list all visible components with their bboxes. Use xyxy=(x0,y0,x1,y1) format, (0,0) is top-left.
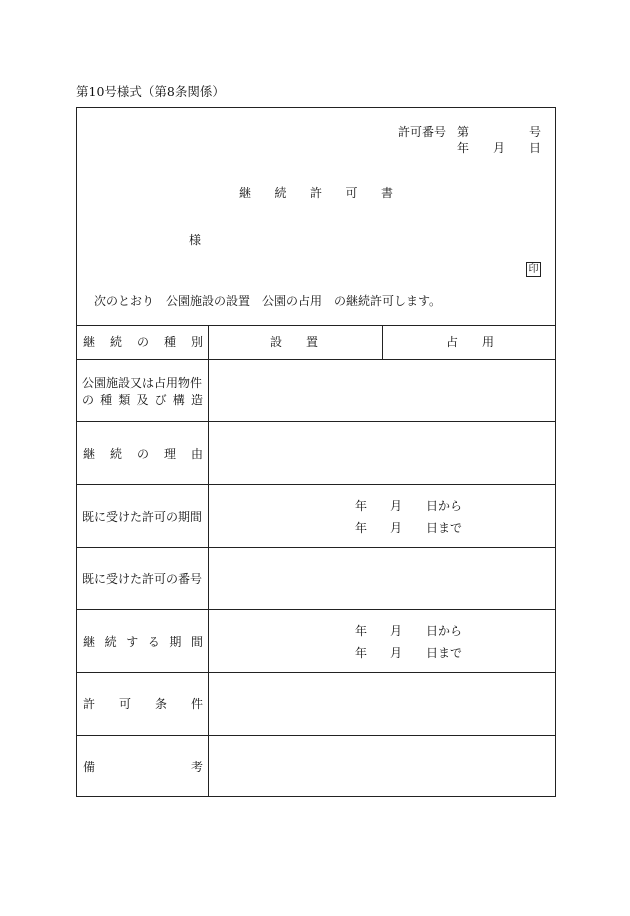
form-label: 第10号様式（第8条関係） xyxy=(76,84,225,99)
label-char: 継 xyxy=(83,447,96,461)
continuation-to-year: 年 xyxy=(355,646,368,660)
label-char: 類 xyxy=(118,393,131,407)
table-divider xyxy=(76,672,556,673)
label-char: 設 xyxy=(270,335,283,349)
label-char: 続 xyxy=(104,635,117,649)
table-divider xyxy=(76,421,556,422)
option-occupancy xyxy=(446,335,494,349)
title-char: 書 xyxy=(380,186,393,200)
table-divider xyxy=(76,609,556,610)
label-char: 用 xyxy=(481,335,494,349)
date-day: 日 xyxy=(529,141,542,155)
document-title xyxy=(239,186,393,200)
continuation-to-day: 日まで xyxy=(426,646,463,660)
continuation-from-day: 日から xyxy=(426,624,463,638)
period-to-year: 年 xyxy=(355,521,368,535)
row-label-continuation-period xyxy=(83,635,203,649)
option-column-divider xyxy=(382,325,383,359)
label-char: 期 xyxy=(169,635,182,649)
label-char: び xyxy=(154,393,167,407)
label-char: 継 xyxy=(83,335,96,349)
permit-number-label: 許可番号 xyxy=(398,125,447,139)
label-char: の xyxy=(82,393,95,407)
title-char: 許 xyxy=(309,186,322,200)
row-label-remarks xyxy=(83,760,203,774)
row-label-permit-conditions xyxy=(83,697,203,711)
date-year: 年 xyxy=(457,141,470,155)
continuation-from-year: 年 xyxy=(355,624,368,638)
label-char: 及 xyxy=(136,393,149,407)
label-char: 続 xyxy=(109,447,122,461)
title-char: 可 xyxy=(345,186,358,200)
label-char: 置 xyxy=(305,335,318,349)
addressee-suffix: 様 xyxy=(189,233,202,247)
table-divider xyxy=(76,325,556,326)
label-char: 続 xyxy=(109,335,122,349)
continuation-from-month: 月 xyxy=(390,624,403,638)
row-label-facility-kind-line1: 公園施設又は占用物件 xyxy=(82,376,203,390)
label-char: 種 xyxy=(100,393,113,407)
label-char: の xyxy=(136,335,149,349)
label-char: 継 xyxy=(83,635,96,649)
period-from-year: 年 xyxy=(355,499,368,513)
option-installation xyxy=(270,335,318,349)
label-char: 許 xyxy=(83,697,96,711)
row-label-continuation-type xyxy=(83,335,203,349)
label-char: 件 xyxy=(190,697,203,711)
permit-number-prefix: 第 xyxy=(457,125,470,139)
table-divider xyxy=(76,547,556,548)
row-label-previous-period: 既に受けた許可の期間 xyxy=(82,510,203,524)
label-char: す xyxy=(126,635,139,649)
period-from-day: 日から xyxy=(426,499,463,513)
permit-number-suffix: 号 xyxy=(529,125,542,139)
label-char: 種 xyxy=(163,335,176,349)
period-to-month: 月 xyxy=(390,521,403,535)
statement-text: 次のとおり 公園施設の設置 公園の占用 の継続許可します。 xyxy=(94,294,442,308)
row-label-continuation-reason xyxy=(83,447,203,461)
row-label-previous-number: 既に受けた許可の番号 xyxy=(82,572,203,586)
label-char: 可 xyxy=(118,697,131,711)
label-char: 構 xyxy=(172,393,185,407)
label-char: 備 xyxy=(83,760,96,774)
period-from-month: 月 xyxy=(390,499,403,513)
label-char: 考 xyxy=(190,760,203,774)
row-label-facility-kind-line2 xyxy=(82,393,203,407)
label-char: 別 xyxy=(190,335,203,349)
label-char: の xyxy=(136,447,149,461)
table-divider xyxy=(76,735,556,736)
label-char: 造 xyxy=(190,393,203,407)
table-divider xyxy=(76,359,556,360)
title-char: 続 xyxy=(274,186,287,200)
date-month: 月 xyxy=(493,141,506,155)
continuation-to-month: 月 xyxy=(390,646,403,660)
table-divider xyxy=(76,484,556,485)
label-char: 条 xyxy=(154,697,167,711)
label-char: る xyxy=(147,635,160,649)
label-char: 間 xyxy=(190,635,203,649)
label-column-divider xyxy=(208,325,209,797)
period-to-day: 日まで xyxy=(426,521,463,535)
seal-mark: 印 xyxy=(526,262,541,277)
title-char: 継 xyxy=(239,186,252,200)
label-char: 由 xyxy=(190,447,203,461)
label-char: 理 xyxy=(163,447,176,461)
label-char: 占 xyxy=(446,335,459,349)
